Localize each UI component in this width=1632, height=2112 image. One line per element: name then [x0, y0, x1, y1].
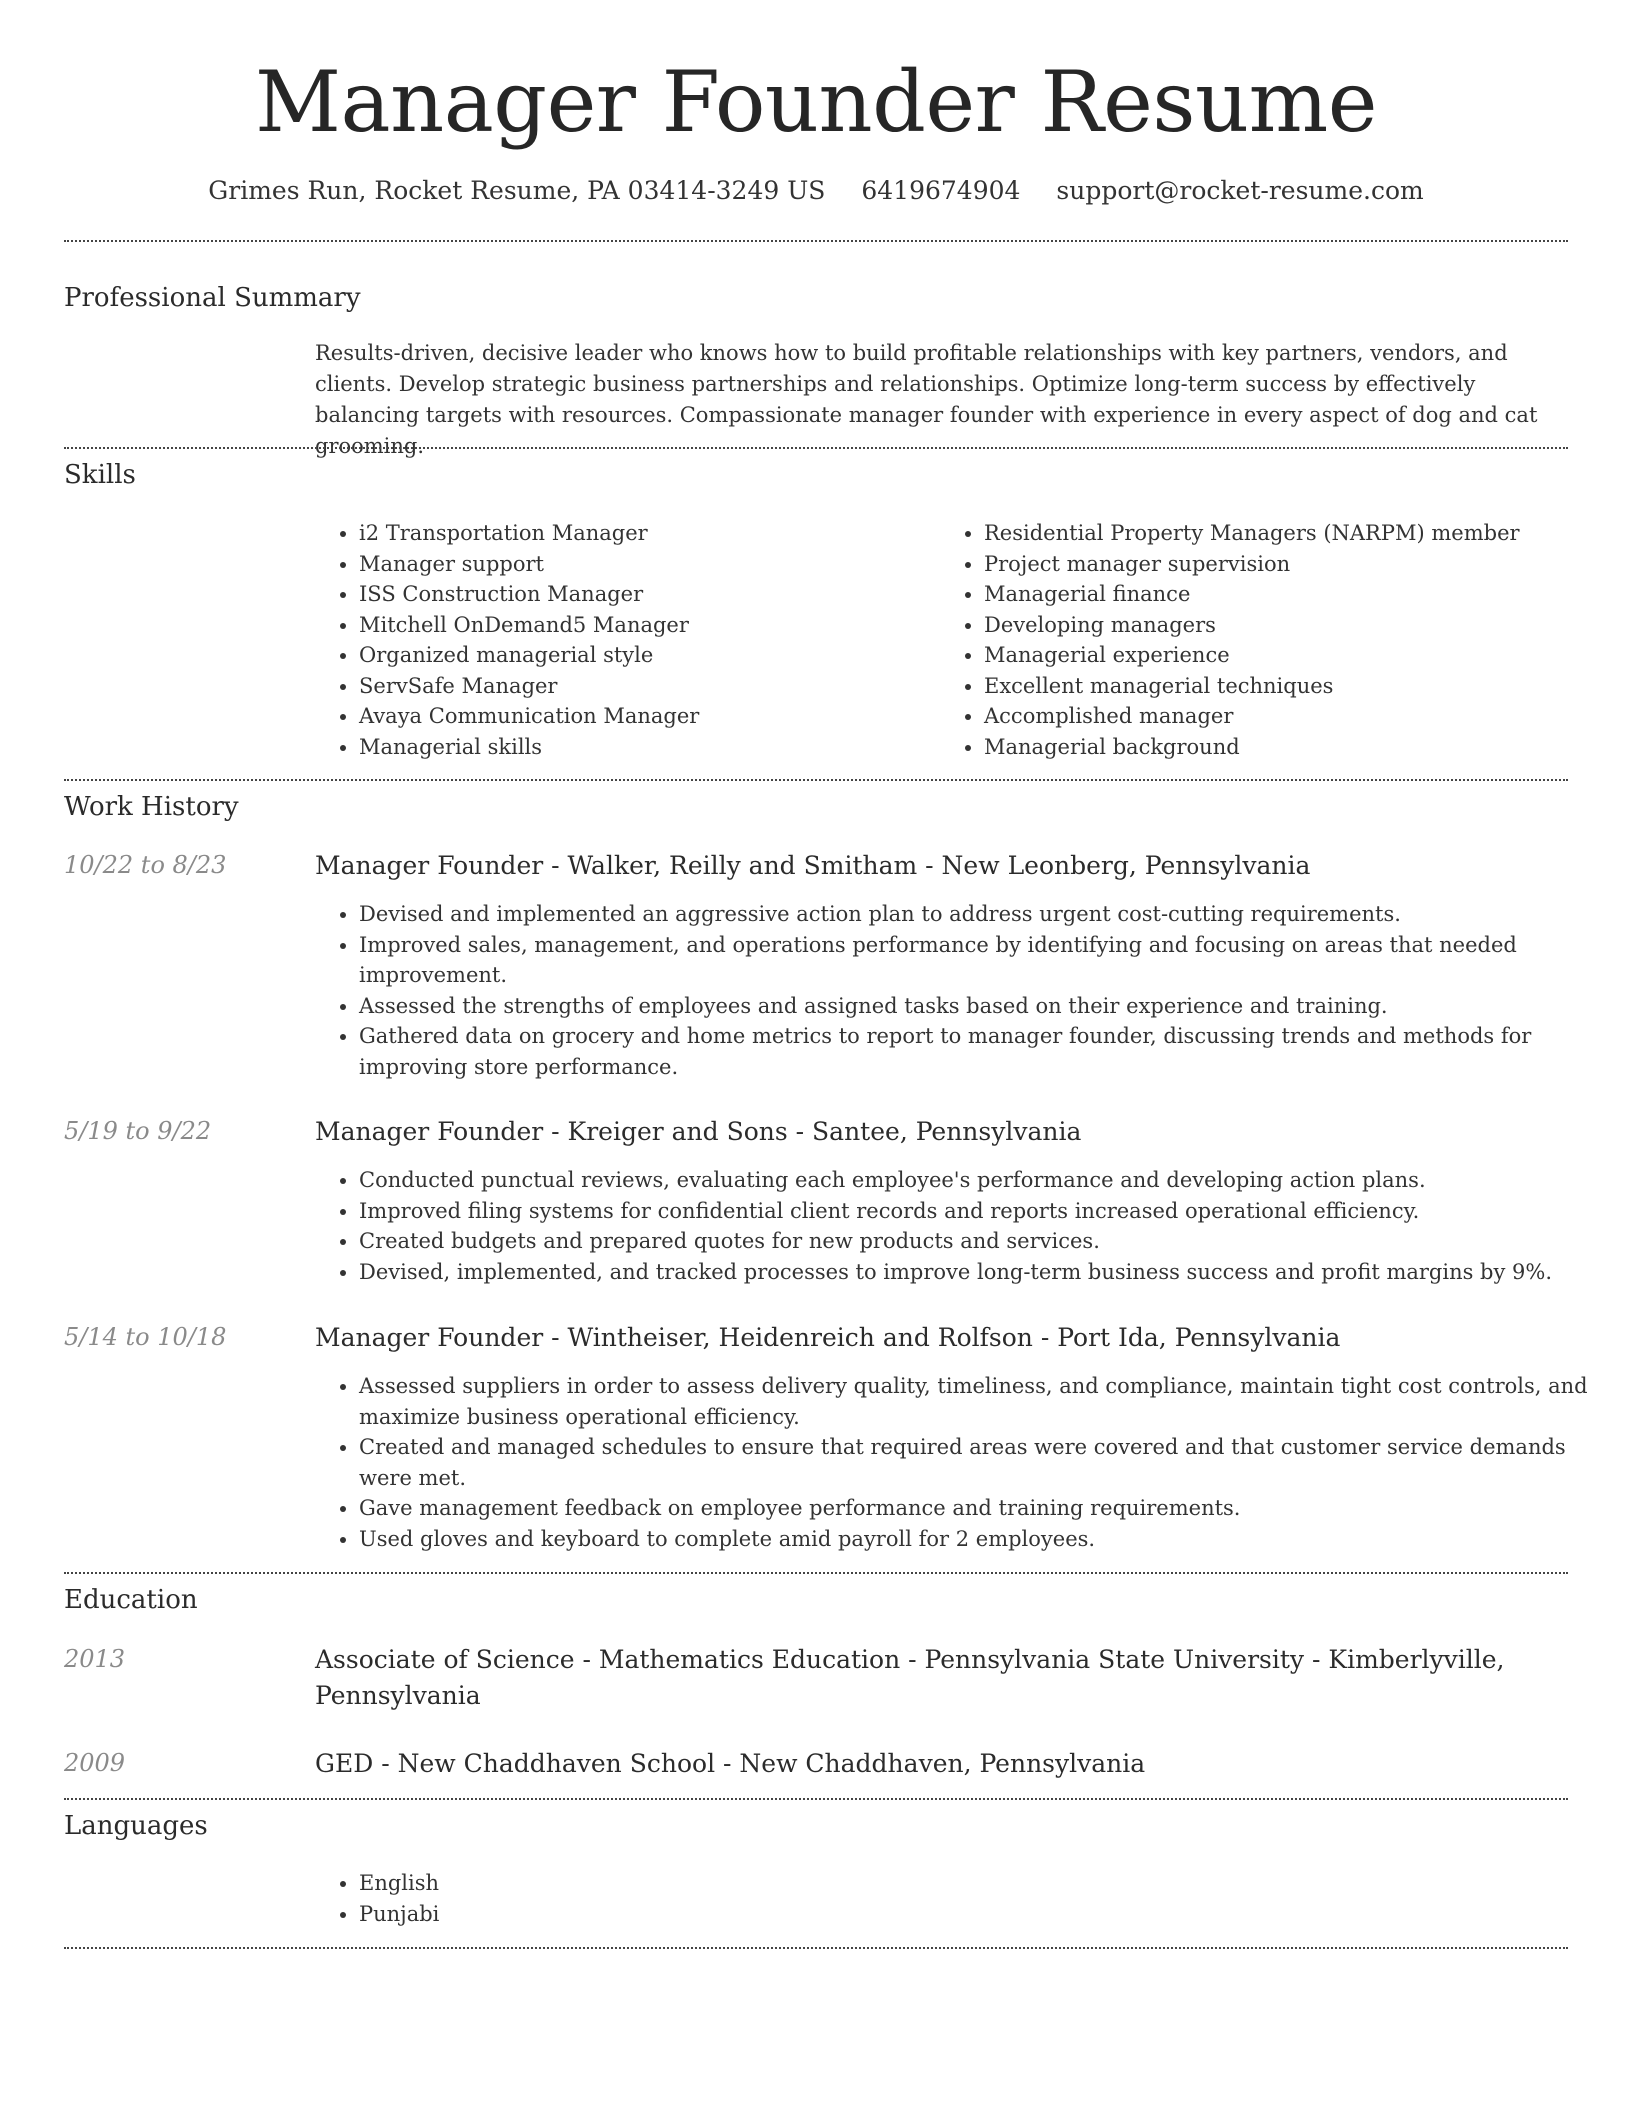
job-bullets [315, 899, 1609, 1082]
resume-header [0, 0, 1632, 205]
job-bullet: • Improved filing systems for confidential client records and reports increased operational efficiency. [359, 1196, 1609, 1227]
skill-item: • Managerial skills [359, 732, 940, 763]
education-year: 2009 [64, 1749, 126, 1777]
skills-column-left [315, 518, 940, 762]
skills-list [315, 518, 1565, 762]
job-title: Manager Founder - Kreiger and Sons - Santee, Pennsylvania [315, 1117, 1082, 1146]
job-bullet: • Improved sales, management, and operations performance by identifying and focusing on areas that needed improvement. [359, 930, 1609, 991]
summary-text: Results-driven, decisive leader who knows how to build profitable relationships with key partners, vendors, and clients. Develop strategic business partnerships and relationships. Optimize long-term success by effectively balancing targets with resources. Compassionate manager founder with experience in every aspect of dog and cat grooming. [315, 341, 1538, 458]
job-bullet: • Conducted punctual reviews, evaluating each employee's performance and developing action plans. [359, 1165, 1609, 1196]
job-bullet: • Created and managed schedules to ensure that required areas were covered and that customer service demands were met. [359, 1432, 1609, 1493]
section-title-languages: Languages [64, 1811, 208, 1841]
divider [64, 240, 1568, 242]
divider [64, 1572, 1568, 1574]
job-dates: 5/14 to 10/18 [64, 1323, 227, 1351]
skills-column-right [940, 518, 1565, 762]
contact-email: support@rocket-resume.com [1056, 176, 1424, 205]
job-bullet: • Used gloves and keyboard to complete amid payroll for 2 employees. [359, 1524, 1609, 1555]
skill-item: • Organized managerial style [359, 640, 940, 671]
skill-item: • Managerial background [984, 732, 1565, 763]
education-entry: GED - New Chaddhaven School - New Chaddhaven, Pennsylvania [315, 1749, 1146, 1778]
job-bullet: • Created budgets and prepared quotes for new products and services. [359, 1226, 1609, 1257]
section-title-skills: Skills [64, 460, 136, 490]
skill-item: • Accomplished manager [984, 701, 1565, 732]
job-bullets [315, 1371, 1609, 1554]
education-entry: Associate of Science - Mathematics Education - Pennsylvania State University - Kimberlyville, Pennsylvania [315, 1645, 1505, 1710]
job-bullet: • Gave management feedback on employee performance and training requirements. [359, 1493, 1609, 1524]
resume-name: Manager Founder Resume [255, 53, 1377, 151]
contact-line [0, 176, 1632, 205]
skill-item: • Avaya Communication Manager [359, 701, 940, 732]
contact-phone: 6419674904 [861, 176, 1021, 205]
skill-item: • Excellent managerial techniques [984, 671, 1565, 702]
section-title-summary: Professional Summary [64, 283, 361, 313]
education-year: 2013 [64, 1645, 126, 1673]
language-item: • Punjabi [359, 1899, 1609, 1930]
job-title: Manager Founder - Wintheiser, Heidenreich and Rolfson - Port Ida, Pennsylvania [315, 1323, 1341, 1352]
divider [64, 1798, 1568, 1800]
skill-item: • Project manager supervision [984, 549, 1565, 580]
section-title-education: Education [64, 1585, 198, 1615]
job-bullet: • Assessed suppliers in order to assess delivery quality, timeliness, and compliance, maintain tight cost controls, and maximize business operational efficiency. [359, 1371, 1609, 1432]
job-bullet: • Assessed the strengths of employees and assigned tasks based on their experience and training. [359, 991, 1609, 1022]
job-bullet: • Devised and implemented an aggressive action plan to address urgent cost-cutting requirements. [359, 899, 1609, 930]
language-item: • English [359, 1868, 1609, 1899]
skill-item: • Manager support [359, 549, 940, 580]
skill-item: • Mitchell OnDemand5 Manager [359, 610, 940, 641]
skill-item: • ServSafe Manager [359, 671, 940, 702]
section-title-work-history: Work History [64, 792, 239, 822]
divider [64, 447, 1568, 449]
skill-item: • Residential Property Managers (NARPM) member [984, 518, 1565, 549]
skill-item: • Developing managers [984, 610, 1565, 641]
skill-item: • Managerial experience [984, 640, 1565, 671]
languages-list [315, 1868, 1609, 1929]
job-bullets [315, 1165, 1609, 1287]
divider [64, 1947, 1568, 1949]
skill-item: • ISS Construction Manager [359, 579, 940, 610]
skill-item: • Managerial finance [984, 579, 1565, 610]
job-dates: 5/19 to 9/22 [64, 1117, 212, 1145]
job-dates: 10/22 to 8/23 [64, 851, 227, 879]
job-bullet: • Gathered data on grocery and home metrics to report to manager founder, discussing trends and methods for improving store performance. [359, 1021, 1609, 1082]
job-bullet: • Devised, implemented, and tracked processes to improve long-term business success and profit margins by 9%. [359, 1257, 1609, 1288]
contact-address: Grimes Run, Rocket Resume, PA 03414-3249 US [208, 176, 826, 205]
divider [64, 779, 1568, 781]
job-title: Manager Founder - Walker, Reilly and Smitham - New Leonberg, Pennsylvania [315, 851, 1311, 880]
skill-item: • i2 Transportation Manager [359, 518, 940, 549]
